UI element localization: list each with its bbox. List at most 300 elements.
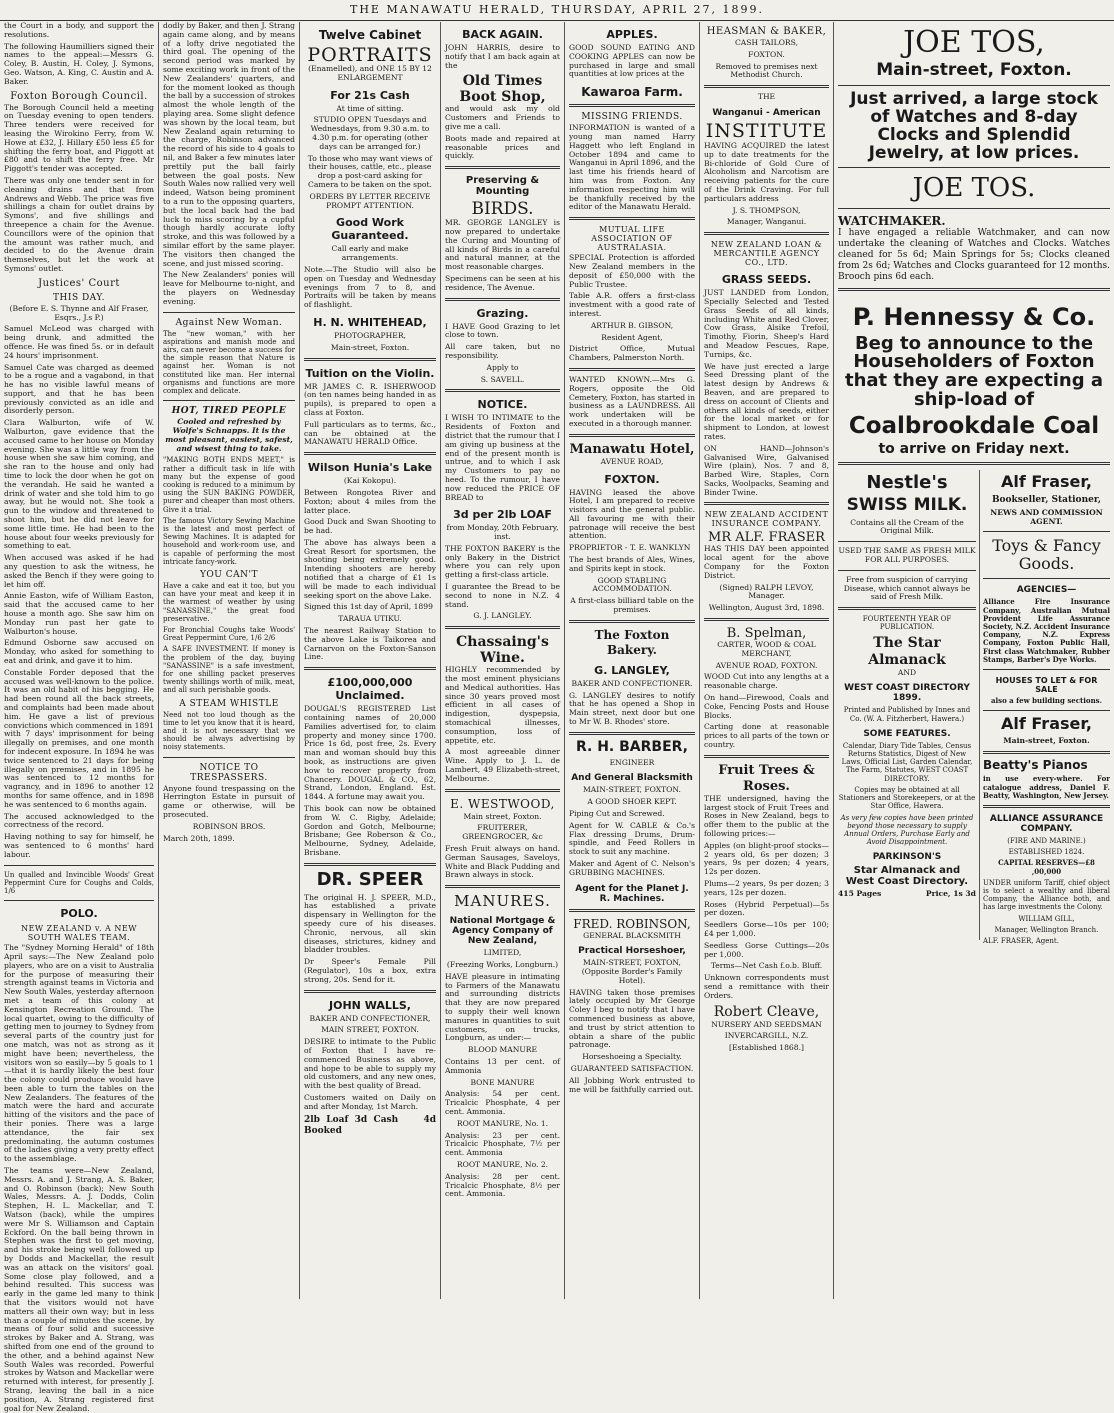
ad-heading: AGENCIES— xyxy=(1016,585,1077,596)
ad-text: Alliance Fire Insurance Company, Australian Mutual Provident Life Assurance Society, N.Z. Accident Insurance Company, N.Z. Express Company, Foxton Public Hall, First class Watchmaker, Rubber Stamps, Barber's Dye Works. xyxy=(983,597,1110,664)
signature: ARTHUR B. GIBSON, xyxy=(590,320,674,330)
article-text: When accused was asked if he had any question to ask the witness, he asked the Bench if they were going to let him off. xyxy=(4,553,154,589)
signature: J. S. THOMPSON, xyxy=(732,205,801,215)
sub-heading: A STEAM WHISTLE xyxy=(179,698,279,709)
ad-heading: £100,000,000 Unclaimed. xyxy=(327,676,413,703)
column-6 xyxy=(700,22,833,1299)
ad-text: Analysis: 28 per cent. Tricalcic Phosphate, 8½ per cent. Ammonia. xyxy=(445,1171,560,1199)
ad-text: AND xyxy=(897,667,917,677)
divider xyxy=(445,166,560,169)
ad-text: I have engaged a reliable Watchmaker, and can now undertake the cleaning of Watches and Clocks. Watches cleaned for 5s 6d; Main Springs for 5s; Clocks cleaned from 2s 6d; Watches and Clocks guaranteed for 12 months. Brooch pins 6d each. xyxy=(838,228,1110,283)
ad-text: ORDERS BY LETTER RECEIVE PROMPT ATTENTION. xyxy=(309,191,431,210)
ad-text: G. LANGLEY desires to notify that he has opened a Shop in Main street, next door but one to Mr W. B. Rhodes' store. xyxy=(569,690,695,727)
masthead: THE MANAWATU HERALD, THURSDAY, APRIL 27, 1899. xyxy=(0,0,1114,21)
ad-text: Plums—2 years, 9s per dozen; 3 years, 12s per dozen. xyxy=(704,879,829,897)
ad-text: Customers waited on Daily on and after Monday, 1st March. xyxy=(304,1093,436,1111)
ad-text: Apply to xyxy=(486,362,519,372)
ad-text: (FIRE AND MARINE.) xyxy=(1007,836,1086,845)
ad-heading: Practical Horseshoer, xyxy=(578,946,686,957)
divider xyxy=(569,104,695,107)
ad-price: For 21s Cash xyxy=(330,88,410,102)
ad-text: Bookseller, Stationer, xyxy=(991,494,1102,505)
ad-text: FOURTEENTH YEAR OF PUBLICATION. xyxy=(862,615,952,632)
divider xyxy=(304,667,436,670)
ad-heading: Grazing. xyxy=(476,306,529,320)
ad-text: NURSERY AND SEEDSMAN xyxy=(711,1019,822,1029)
ad-text: Horseshoeing a Specialty. xyxy=(582,1052,682,1062)
ad-text: UNDER uniform Tariff, chief object is to select a wealthy and liberal Company, the Alliance both, and has large investments the Colony. xyxy=(983,878,1110,912)
advertisement-text: Un qualled and Invincible Woods' Great Peppermint Cure for Coughs and Colds, 1/6 xyxy=(4,870,154,895)
ad-heading: Wanganui - American xyxy=(712,107,821,118)
ad-text: ENGINEER xyxy=(609,757,655,767)
article-text: the Court in a body, and support the resolutions. xyxy=(4,21,154,39)
article-text: The "new woman," with her aspirations and manish mode and airs, can never become a success for the simple reason that Nature is against her. Woman is not constituted like man. Her internal organisms and functions are more complex and delicate. xyxy=(163,329,295,395)
ad-text: HAS THIS DAY been appointed local agent for the above Company for the Foxton District. xyxy=(704,544,829,580)
column-rule xyxy=(979,470,980,940)
ad-price xyxy=(304,1115,436,1137)
ad-text: The original H. J. SPEER, M.D., has established a private dispensary in Wellington for the speedy cure of his diseases. Chronic, nervous, all skin diseases, strictures, kidney and bladder troubles. xyxy=(304,892,436,955)
ad-heading: Beatty's Pianos xyxy=(983,757,1088,772)
article-text: (Before E. S. Thynne and Alf Fraser, Esqrs., J.s P.) xyxy=(9,303,149,322)
ad-heading: JOE TOS. xyxy=(912,173,1036,204)
ad-text: Printed and Published by Innes and Co. (W. A. Fitzherbert, Hawera.) xyxy=(843,706,971,723)
article-text: dodly by Baker, and then J. Strang again came along, and by means of a lofty drive negotiated the third goal. The opening of the second period was marked by some exciting work in front of the New Zealanders' quarters, and for the moment looked as though the ball by a succession of strokes almost the whole length of the playing area. Some slight defence was shown by the local team, but New Zealand again returning to the charge, Robinson advanced the record of his side to 4 goals to nil, and Baker a few minutes later prettily put the ball fairly between the goal posts. New South Wales now rallied very well indeed, Watson being prominent to a run to the opposing quarters, but the local back had the bad luck to miss scoring by a cupful though hardly accurate lofty stroke, and this was followed by a similar effort by the same player. The visitors then changed the scene, and just missed scoring. xyxy=(163,21,295,268)
ad-heading: Beg to announce to the Householders of Foxton that they are expecting a ship-load of xyxy=(844,332,1104,411)
article-text: The Borough Council held a meeting on Tuesday evening to open tenders. Three tenders were received for leasing the Wirokino Ferry, from W. Howe at £32, J. Hillary £50 less £5 for shifting the ferry boat, and Piggott at £80 and to shift the ferry free. Mr Piggott's tender was accepted. xyxy=(4,102,154,174)
ad-heading: R. H. BARBER, xyxy=(575,738,689,755)
ad-text: Resident Agent, xyxy=(601,332,663,342)
ad-heading: BIRDS. xyxy=(471,199,534,220)
article-text: The teams were—New Zealand, Messrs. A. and J. Strang, A. S. Baker, and O. Robinson (back); New South Wales, Messrs. A. J. Dodds, Colin Stephen, H. L. Mackellar, and T. Watson (back), while the umpires were Mr S. Williamson and Captain Eckford. On the ball being thrown in Stephen was the first to get moving, and his stroke being well followed up by Dodds and Mackellar, the result was an attack on the visitors' goal. Some close play followed, and a behind resulted. This success was early in the game led many to think that the visitors would not have matters all their own way; but in less than a couple of minutes the scene, by means of four solid and successive strokes by Baker and A. Strang, was shifted from one end of the ground to the other, and a behind against New South Wales was recorded. Powerful strokes by Watson and Mackellar were returned with interest, for presently J. Strang, leaving the ball in a nice position, A. Strang registered first goal for New Zealand. xyxy=(4,1166,154,1413)
ad-text: MR JAMES C. R. ISHERWOOD (on ten names being handed in as pupils), is prepared to open a class at Foxton. xyxy=(304,381,436,417)
ad-text: Good Duck and Swan Shooting to be had. xyxy=(304,517,436,536)
divider xyxy=(704,618,829,621)
article-text: Constable Forder deposed that the accused was well-known to the police. It was an old habit of his begging. He had been round all the back streets, and complaints had been made about him. He gave a list of previous convictions which commenced in 1891 with 7 days' imprisonment for being illegally on premises, and one month for indecent exposure. In 1894 he was twice sentenced to 21 days for being illegally on premises, and in 1895 he was sentenced to 12 months for vagrancy, and in 1896 to another 12 months for same offence, and in 1898 he was sentenced to 6 months again. xyxy=(4,667,154,809)
column-7 xyxy=(834,22,1114,1299)
ad-text: MR. GEORGE LANGLEY is now prepared to undertake the Curing and Mounting of all kinds of Birds in a careful and natural manner, at the most reasonable charges. xyxy=(445,218,560,272)
ad-heading: 3d per 2lb LOAF xyxy=(453,508,552,522)
ad-text: The nearest Railway Station to the above Lake is Taikorea and Carnarvon on the Foxton-Sanson Line. xyxy=(304,626,436,662)
ad-heading: SWISS MILK. xyxy=(846,494,968,515)
ad-text: SPECIAL Protection is afforded New Zealand members in the deposit of £50,000 with the Public Trustee. xyxy=(569,253,695,289)
ad-text: USED THE SAME AS FRESH MILK FOR ALL PURPOSES. xyxy=(838,546,976,565)
ad-heading: Preserving & Mounting xyxy=(465,175,540,198)
ad-heading: PARKINSON'S xyxy=(872,852,942,863)
divider xyxy=(445,789,560,792)
column-1 xyxy=(0,21,158,1413)
divider xyxy=(569,434,695,437)
article-text: Need not too loud though as the time to let you know that it is heard, and it is not necessary that we should be always advertising by noisy statements. xyxy=(163,710,295,752)
ad-text: At time of sitting. xyxy=(336,103,404,113)
ad-text: FOXTON. xyxy=(748,49,785,59)
ad-text: Copies may be obtained at all Stationers and Storekeepers, or at the Star Office, Hawera. xyxy=(838,785,976,811)
ad-text: Contains 13 per cent. of Ammonia xyxy=(445,1056,560,1075)
ad-heading: FRED. ROBINSON, xyxy=(573,916,691,931)
date-text: March 20th, 1899. xyxy=(163,833,235,843)
ad-text: from Monday, 20th February, inst. xyxy=(446,523,559,542)
price: Price, 1s 3d xyxy=(925,889,976,899)
ad-heading: E. WESTWOOD, xyxy=(450,796,555,811)
divider xyxy=(838,167,1110,168)
ad-text: I guarantee the Bread to be second to none in N.Z. 4 stand. xyxy=(445,582,560,609)
ad-heading: B. Spelman, xyxy=(726,626,807,642)
column-2 xyxy=(159,22,299,1299)
ad-heading: WATCHMAKER. xyxy=(838,214,946,229)
ad-text: NEWS AND COMMISSION AGENT. xyxy=(990,507,1103,526)
sub-heading: YOU CAN'T xyxy=(199,569,258,580)
ad-heading: G. LANGLEY, xyxy=(594,663,670,677)
article-text: The "Sydney Morning Herald" of 18th April says:—The New Zealand polo players, who are on a visit to Australia for the purpose of measuring their strength against teams in Victoria and New South Wales, yesterday afternoon met a team of this colony at Kensington Recreation Ground. The local quartet, owing to the difficulty of getting men to journey to Sydney from several parts of the country just for one match, was not as strong as it might have been; nevertheless, the visitors won so easily—by 5 goals to 1—that it is hardly likely the best four the colony could produce would have been able to turn the tables on the New Zealanders. The features of the match were the hard and accurate hitting of the visitors and the pace of their ponies. There was a large attendance, the fair sex predominating, the autumn costumes of the ladies giving a very pretty effect to the assemblage. xyxy=(4,943,154,1164)
ad-heading: Toys & Fancy Goods. xyxy=(992,536,1101,574)
ad-text: Seedless Gorse Cuttings—20s per 1,000. xyxy=(704,940,829,959)
ad-heading: JOE TOS, xyxy=(903,25,1045,60)
article-text: A SAFE INVESTMENT. If money is the problem of the day, buying "SANASSINE" is a safe investment, for one shilling packet preserves twenty shillings worth of milk, meat, and all such perishable goods. xyxy=(163,645,295,695)
ad-text: LIMITED, xyxy=(483,948,522,958)
article-text: Samuel McLeod was charged with being drunk, and admitted the offence. He was fined 5s. or in default 24 hours' imprisonment. xyxy=(4,324,154,360)
ad-text: PROPRIETOR - T. E. WANKLYN xyxy=(569,543,691,553)
divider xyxy=(163,400,295,401)
ad-text: To those who may want views of their houses, cattle, etc., please drop a post-card asking for Camera to be taken on the spot. xyxy=(307,153,433,189)
ad-text: The best brands of Ales, Wines, and Spirits kept in stock. xyxy=(569,555,695,573)
divider xyxy=(569,217,695,220)
ad-text: BAKER AND CONFECTIONER. xyxy=(571,678,693,688)
article-text: The New Zealanders' ponies will leave for Melbourne to-night, and the players on Wednesday evening. xyxy=(163,270,295,306)
ad-text: HAVE pleasure in intimating to Farmers of the Manawatu and surrounding districts that they are now prepared to supply their well known manures in quantities to suit customers, on trucks, Longburn, as under:— xyxy=(445,971,560,1043)
column-4 xyxy=(441,22,564,1299)
divider xyxy=(838,607,976,610)
ad-text: All care taken, but no responsibility. xyxy=(445,342,560,360)
ad-text: DOUGAL'S REGISTERED List containing names of 20,000 Families advertised for, to claim property and money since 1700. Price 1s 6d, post free, 2s. Every man and woman should buy this book, as instructions are given how to recover property from Chancery. DOUGAL & CO., 62, Strand, London, England. Est. 1844. A fortune may await you. xyxy=(304,704,436,802)
ad-heading: Kawaroa Farm. xyxy=(581,85,683,100)
ad-text: [Established 1868.] xyxy=(729,1043,804,1053)
divider xyxy=(704,755,829,758)
ad-text: PHOTOGRAPHER, xyxy=(334,330,406,340)
ad-text: WANTED KNOWN.—Mrs G. Rogers, opposite the Old Cemetery, Foxton, has started in business as a LAUNDRESS. All work undertaken will be executed in a thorough manner. xyxy=(569,374,695,428)
signature: ROBINSON BROS. xyxy=(192,821,266,831)
divider xyxy=(445,626,560,629)
ad-text: THE FOXTON BAKERY is the only Bakery in the District where you can rely upon getting a first-class article. xyxy=(445,543,560,580)
ad-text: Removed to premises next Methodist Church. xyxy=(715,61,818,80)
ad-text: ESTABLISHED 1824. xyxy=(1008,848,1085,857)
ad-heading: DR. SPEER xyxy=(316,868,424,890)
divider xyxy=(983,751,1110,754)
section-heading: HOT, TIRED PEOPLE xyxy=(171,406,287,417)
ad-text: GOOD SOUND EATING AND COOKING APPLES can now be purchased in large and small quantities at low prices at the xyxy=(569,43,695,79)
ad-text: Apples (on blight-proof stocks—2 years old, 6s per dozen; 3 years, 9s per dozen; 4 years, 12s per dozen. xyxy=(704,840,829,877)
ad-heading: And General Blacksmith xyxy=(571,773,693,784)
ad-text: AVENUE ROAD, xyxy=(600,456,664,466)
ad-text: (Freezing Works, Longburn.) xyxy=(446,960,559,969)
article-text: The accused acknowledged to the correctness of the record. xyxy=(4,811,154,830)
ad-heading: INSTITUTE xyxy=(705,119,828,142)
ad-text: Signed this 1st day of April, 1899 xyxy=(304,602,433,612)
ad-text: District Office, Mutual Chambers, Palmerston North. xyxy=(569,344,695,363)
price-cash: 2lb Loaf 3d Cash xyxy=(304,1114,399,1125)
article-text: Cooled and refreshed by Wolfe's Schnapps. It is the most pleasant, easiest, safest, and wisest thing to take. xyxy=(165,417,293,453)
article-text: The famous Victory Sewing Machine is the latest and most perfect of Sewing Machines. It is adapted for household and work-room use, and is capable of performing the most intricate fancy-work. xyxy=(163,516,295,566)
column-3 xyxy=(300,22,440,1299)
ad-heading: MANURES. xyxy=(454,892,551,911)
ad-text: Manager, Wellington Branch. xyxy=(994,925,1099,934)
ad-heading: Nestle's xyxy=(866,471,948,493)
divider xyxy=(569,620,695,623)
ad-text: Agent for W. CABLE & Co.'s Flax dressing Drums, Drum-spindle, and Feed Rollers in stock to suit any machine. xyxy=(569,820,695,857)
ad-text: I HAVE Good Grazing to let close to town. xyxy=(445,321,560,340)
section-heading: Against New Woman. xyxy=(175,317,283,328)
ad-text: Roses (Hybrid Perpetual)—5s per dozen. xyxy=(704,899,829,918)
article-text: For Bronchial Coughs take Woods' Great Peppermint Cure, 1/6 2/6 xyxy=(163,625,295,643)
ad-heading: JOHN WALLS, xyxy=(329,998,411,1012)
ad-text: GUARANTEED SATISFACTION. xyxy=(570,1064,694,1074)
ad-text xyxy=(838,890,976,899)
ad-heading: P. Hennessy & Co. xyxy=(852,303,1096,332)
ad-text: Table A.R. offers a first-class investment with a good rate of interest. xyxy=(569,291,695,318)
ad-heading: Main-street, Foxton. xyxy=(876,60,1072,80)
ad-text: Maker and Agent of C. Nelson's GRUBBING MACHINES. xyxy=(569,858,695,877)
ad-text: Note.—The Studio will also be open on Tuesday and Wednesday evenings from 7 to 8, and Portraits will be taken by means of flashlight. xyxy=(304,264,436,310)
ad-heading: Manawatu Hotel, xyxy=(569,441,695,457)
ad-heading: MUTUAL LIFE ASSOCIATION OF AUSTRALASIA. xyxy=(591,225,673,253)
divider xyxy=(4,865,154,866)
divider xyxy=(569,909,695,912)
ad-text: Main-street, Foxton. xyxy=(330,342,410,352)
divider xyxy=(163,312,295,313)
article-text: Samuel Cate was charged as deemed to be a rogue and a vagabond, in that he has no visible lawful means of support, and that he has been previously convicted as an idle and disorderly person. xyxy=(4,362,154,416)
ad-text: Contains all the Cream of the Original Milk. xyxy=(850,517,964,536)
ad-heading: MR ALF. FRASER xyxy=(708,530,825,546)
divider xyxy=(838,570,976,571)
sub-heading: NEW ZEALAND v. A NEW SOUTH WALES TEAM. xyxy=(21,924,137,943)
article-text: There was only one tender sent in for cleaning drains and that from Andrews and Webb. The price was five shillings a chain for outlet drains by Symons', and five shillings and threepence a chain for the Avenue. Councillors were of the opinion that the amount was rather much, and decided to do the Avenue drain themselves, but let the work at Symons' outlet. xyxy=(4,175,154,273)
column-5 xyxy=(565,22,699,1299)
ad-heading: HOUSES TO LET & FOR SALE xyxy=(995,675,1098,694)
ad-heading: The Foxton Bakery. xyxy=(594,627,670,657)
ad-text: also a few building sections. xyxy=(990,695,1103,705)
ad-text: A GOOD SHOER KEPT. xyxy=(587,797,677,807)
ad-text: DESIRE to intimate to the Public of Foxton that I have re-commenced Business as above, and hope to be able to supply my old customers, and any new ones, with the best quality of Bread. xyxy=(304,1037,436,1091)
ad-heading: APPLES. xyxy=(606,28,658,41)
ad-heading: Good Work Guaranteed. xyxy=(331,216,409,243)
article-text: Having nothing to say for himself, he was sentenced to 6 months' hard labour. xyxy=(4,832,154,859)
ad-text: CAPITAL RESERVES—£8 ,00,000 xyxy=(998,858,1095,876)
ad-text: Seedlers Gorse—10s per 100; £4 per 1,000. xyxy=(704,920,829,938)
ad-text: Manager, Wanganui. xyxy=(726,217,807,227)
divider xyxy=(445,885,560,888)
article-text: The following Haumilliers signed their names to the appeal:—Messrs G. Coley, B. Austin, H. Coley, J. Symons, Geo. Watson, A. King, C. Austin and A. Baker. xyxy=(4,41,154,86)
ad-text: On hand—Firewood, Coals and Coke, Fencing Posts and House Blocks. xyxy=(704,693,829,720)
divider xyxy=(838,462,1110,465)
ad-text: HAVING taken those premises lately occupied by Mr George Coley I beg to notify that I have commenced business as above, and trust by strict attention to obtain a share of the public patronage. xyxy=(569,987,695,1050)
ad-text: I WISH TO INTIMATE to the Residents of Foxton and district that the rumour that I am giving up business at the end of the present month is untrue, and to which I ask my Customers to pay no heed. To the rumour, I have now reduced the PRICE OF BREAD to xyxy=(445,413,560,502)
ad-text: Boots made and repaired at reasonable prices and quickly. xyxy=(445,133,560,161)
pages-count: 415 Pages xyxy=(838,889,882,899)
sub-heading: THIS DAY. xyxy=(53,292,105,303)
ad-text: JUST LANDED from London, Specially Selected and Tested Grass Seeds of all kinds, including White and Red Clover, Cow Grass, Alsike Trefoil, Timothy, Fiorin, Sheep's Hard and Meadow Fescues, Rape, Turnips, &c. xyxy=(704,288,829,359)
article-text: Anyone found trespassing on the Herrington Estate in pursuit of game or otherwise, will be prosecuted. xyxy=(163,783,295,819)
ad-text: INVERCARGILL, N.Z. xyxy=(724,1031,809,1041)
section-heading: NOTICE TO TRESPASSERS. xyxy=(190,762,268,783)
ad-text: AVENUE ROAD, FOXTON. xyxy=(715,660,818,670)
divider xyxy=(445,389,560,392)
ad-text: ROOT MANURE, No. 1. xyxy=(456,1118,549,1128)
divider xyxy=(445,298,560,301)
ad-text: Analysis: 23 per cent. Tricalcic Phosphate, 7½ per cent. Ammonia xyxy=(445,1130,560,1158)
ad-heading: Agent for the Planet J. R. Machines. xyxy=(575,883,689,904)
split-ads xyxy=(838,470,1110,945)
divider xyxy=(983,710,1110,711)
signature: G. J. LANGLEY. xyxy=(473,611,532,621)
ad-heading: Coalbrookdale Coal xyxy=(848,413,1100,440)
ad-text: STUDIO OPEN Tuesdays and Wednesdays, from 9.30 a.m. to 4.30 p.m. for operating (other days can be arranged for.) xyxy=(310,115,430,151)
divider xyxy=(838,85,1110,86)
ad-text: HIGHLY recommended by the most eminent physicians and Medical authorities. Has since 30 years proved most efficient in all cases of indigestion, dyspepsia, stomachical illnesses, consumption, loss of appetite, etc. xyxy=(445,665,560,745)
article-text: "MAKING BOTH ENDS MEET," is rather a difficult task in life with many but the expense of good cooking is reduced to a minimum by using the SUN BAKING POWDER, purer and cheaper than most others. Give it a trial. xyxy=(163,456,295,514)
ad-text: ROOT MANURE, No. 2. xyxy=(456,1159,549,1169)
ad-text: CARTER, WOOD & COAL MERCHANT, xyxy=(717,640,816,658)
ad-heading: Star Almanack and West Coast Directory. xyxy=(845,865,969,888)
divider xyxy=(983,805,1110,808)
ad-heading: GRASS SEEDS. xyxy=(721,273,812,287)
ad-heading: NOTICE. xyxy=(477,398,528,412)
signature: WILLIAM GILL, xyxy=(1018,914,1075,923)
price-booked: 4d Booked xyxy=(304,1114,436,1136)
ad-text: Main-street, Foxton. xyxy=(1003,735,1090,745)
ad-text: This book can now be obtained from W. C. Rigby, Adelaide; Gordon and Gotch, Melbourne; Brisbane; Gee Roberson & Co., Melbourne, Sydney, Adelaide, Brisbane. xyxy=(304,804,436,857)
ad-text: INFORMATION is wanted of a young man named Harry Haggett who left England in October 1894 and came to Wanganui in April 1896, and the last time his friends heard of him was from Foxton. Any information respecting him will be thankfully received by the editor of the Manawatu Herald. xyxy=(569,123,695,212)
ad-text: Piping Cut and Screwed. xyxy=(569,808,665,818)
ad-heading: WEST COAST DIRECTORY 1899. xyxy=(844,683,970,704)
ad-text: Between Rongotea River and Foxton; about 4 miles from the latter place. xyxy=(304,487,436,515)
ad-text: GENERAL BLACKSMITH xyxy=(583,930,681,940)
ad-text: Full particulars as to terms, &c., can be obtained at the MANAWATU HERALD Office. xyxy=(304,419,436,447)
section-heading: Justices' Court xyxy=(38,277,120,289)
divider xyxy=(983,578,1110,579)
ad-text: and would ask my old Customers and Friends to give me a call. xyxy=(445,104,560,131)
ad-text: A most agreeable dinner Wine. Apply to J. L. de Lambert, 49 Elizabeth-street, Melbourne. xyxy=(445,747,560,783)
ad-heading: FOXTON. xyxy=(604,472,660,486)
divider xyxy=(304,863,436,866)
ad-heading: Old Times Boot Shop, xyxy=(459,73,546,106)
ad-heading: ALLIANCE ASSURANCE COMPANY. xyxy=(989,813,1104,834)
nestle-ad xyxy=(838,470,976,902)
divider xyxy=(304,990,436,993)
ad-text: Analysis: 54 per cent. Tricalcic Phosphate, 4 per cent. Ammonia. xyxy=(445,1089,560,1116)
ad-heading: PORTRAITS xyxy=(307,44,433,66)
ad-text: ALF. FRASER, Agent. xyxy=(983,937,1059,945)
ad-text: GOOD STABLING ACCOMMODATION. xyxy=(592,575,672,594)
ad-text: As very few copies have been printed beyond those necessary to supply Annual Orders, Purchase Early and Avoid Disappointment. xyxy=(840,813,974,847)
divider xyxy=(838,208,1110,209)
signature: (Signed) RALPH LEVOY, Manager. xyxy=(719,582,814,601)
ad-text: BLOOD MANURE xyxy=(467,1045,538,1055)
ad-text: (Enamelled), and ONE 15 BY 12 ENLARGEMENT xyxy=(308,64,432,82)
ad-heading: Just arrived, a large stock of Watches and 8-day Clocks and Splendid Jewelry, at low prices. xyxy=(850,89,1098,163)
signature: TARAUA UTIKU. xyxy=(338,614,402,624)
ad-heading: SOME FEATURES. xyxy=(863,728,951,739)
section-heading: POLO. xyxy=(60,907,98,921)
ad-heading: MISSING FRIENDS. xyxy=(581,112,683,123)
ad-text: The above has always been a Great Resort for sportsmen, the shooting being extremely good. Intending shooters are hereby notified that a charge of £1 1s will be made to each individual seeking sport on the above Lake. xyxy=(304,537,436,600)
ad-text: We have just erected a large Seed Dressing plant of the latest design by Andrews & Beaven, and are prepared to dress on account of Clients and others all kinds of seeds, either for the local market or for shipment to London, at lowest rates. xyxy=(704,361,829,441)
fraser-ad xyxy=(983,470,1110,948)
ad-text: to arrive on Friday next. xyxy=(878,441,1070,458)
ad-text: BAKER AND CONFECTIONER, xyxy=(309,1013,431,1023)
ad-heading: National Mortgage & Agency Company of New Zealand, xyxy=(449,916,556,947)
ad-text: WOOD Cut into any lengths at a reasonable charge. xyxy=(704,672,829,691)
ad-text: Main street, Foxton. xyxy=(463,811,542,821)
article-text: Edmund Osborne saw accused on Monday, who asked for something to eat and drink, and gave it to him. xyxy=(4,638,154,665)
ad-text: in use every-where. For catalogue address, Daniel F. Beatty, Washington, New Jersey. xyxy=(983,774,1110,800)
section-heading: Foxton Borough Council. xyxy=(10,90,148,102)
ad-text: THE xyxy=(757,92,776,102)
ad-heading: Tuition on the Violin. xyxy=(305,366,435,380)
ad-heading: Chassaing's Wine. xyxy=(456,634,549,667)
ad-text: MAIN STREET, FOXTON. xyxy=(321,1025,419,1035)
ad-heading: Robert Cleave, xyxy=(713,1003,820,1020)
divider xyxy=(983,669,1110,670)
ad-text: HAVING leased the above Hotel, I am prepared to receive visitors and the general public. All favouring me with their patronage will receive the best attention. xyxy=(569,487,695,541)
divider xyxy=(304,452,436,455)
ad-heading: BACK AGAIN. xyxy=(462,28,543,41)
ad-heading: Fruit Trees & Roses. xyxy=(718,762,815,794)
ad-text: THE undersigned, having the largest stock of Fruit Trees and Roses in New Zealand, begs to offer them to the public at the following prices:— xyxy=(704,793,829,839)
ad-text: Carting done at reasonable prices to all parts of the town or country. xyxy=(704,722,829,750)
ad-heading: The Star Almanack xyxy=(868,634,946,668)
ad-text: Fresh Fruit always on hand. German Sausages, Saveloys, White and Black Pudding and Brawn always in stock. xyxy=(445,844,560,880)
ad-heading: Wilson Hunia's Lake xyxy=(307,461,433,475)
article-text: Annie Easton, wife of William Easton, said that the accused came to her house a month ago. She saw him on Monday run past her gate to Walburton's house. xyxy=(4,591,154,636)
ad-heading: H. N. WHITEHEAD, xyxy=(313,315,427,329)
ad-text: A first-class billiard table on the premises. xyxy=(570,596,694,615)
ad-text: Specimens can be seen at his residence, The Avenue. xyxy=(445,273,560,292)
divider xyxy=(4,900,154,901)
article-text: Have a cake and eat it too, but you can have your meat and keep it in the warmest of weather by using "SANASSINE," the great food preservative. xyxy=(163,581,295,623)
divider xyxy=(704,232,829,235)
ad-text: All Jobbing Work entrusted to me will be faithfully carried out. xyxy=(569,1075,695,1094)
ad-text: FRUITERER, GREENGROCER, &c xyxy=(462,823,543,842)
ad-text: Call early and make arrangements. xyxy=(331,244,409,263)
ad-heading: Alf Fraser, xyxy=(1001,471,1092,491)
ad-heading: Alf Fraser, xyxy=(1001,714,1092,734)
divider xyxy=(704,85,829,88)
ad-heading: Twelve Cabinet xyxy=(318,28,422,42)
ad-heading: HEASMAN & BAKER, xyxy=(706,26,827,37)
article-text: Clara Walburton, wife of W. Walburton, gave evidence that the accused came to her house on Monday evening. She was a little way from the house when she saw him coming, and she ran to the house and only had time to lock the door when he got on the verandah. He said he wanted a drink of water and she told him to go away, but he would not. She took a gun to the window and threatened to shoot him, but he did not leave for some little time. He had been to the house about four weeks previously for something to eat. xyxy=(4,418,154,551)
ad-text: Calendar, Diary Tide Tables, Census Returns Statistics, Digest of New Laws, Official List, Garden Calendar, The Farm, Statutes, WEST COAST DIRECTORY. xyxy=(841,741,973,783)
ad-heading: NEW ZEALAND LOAN & MERCANTILE AGENCY CO., LTD. xyxy=(710,240,823,268)
ad-text: (Kai Kokopu). xyxy=(343,476,397,486)
ad-text: Unknown correspondents must send a remittance with their Orders. xyxy=(704,973,829,1000)
ad-text: JOHN HARRIS, desire to notify that I am back again at the xyxy=(445,43,560,70)
divider xyxy=(304,358,436,361)
ad-text: ON HAND—Johnson's Galvanised Wire, Galvanised Wire (plain), Nos. 7 and 8, Barbed Wire, Staples, Corn Sacks, Woolpacks, Seaming and Binder Twine. xyxy=(704,443,829,497)
ad-text: CASH TAILORS, xyxy=(735,38,798,47)
ad-text: Dr Speer's Female Pill (Regulator), 10s a box, extra strong, 20s. Send for it. xyxy=(304,957,436,984)
divider xyxy=(838,541,976,542)
ad-text: Wellington, August 3rd, 1898. xyxy=(708,603,825,613)
divider xyxy=(569,368,695,371)
divider xyxy=(838,288,1110,291)
ad-text: HAVING ACQUIRED the latest up to date treatments for the Bi-chloride of Gold Cure of Alcoholism and Narcotism are receiving patients for the cure of the Drink Craving. For full particulars address xyxy=(704,140,829,203)
signature: S. SAVELL. xyxy=(480,374,525,384)
divider xyxy=(163,757,295,758)
ad-text: BONE MANURE xyxy=(470,1077,535,1087)
divider xyxy=(983,531,1110,532)
ad-text: Terms—Net Cash f.o.b. Bluff. xyxy=(710,961,823,971)
divider xyxy=(704,502,829,505)
ad-heading: NEW ZEALAND ACCIDENT INSURANCE COMPANY. xyxy=(704,510,829,529)
ad-text: Free from suspicion of carrying Disease, which cannot always be said of Fresh Milk. xyxy=(843,574,971,602)
